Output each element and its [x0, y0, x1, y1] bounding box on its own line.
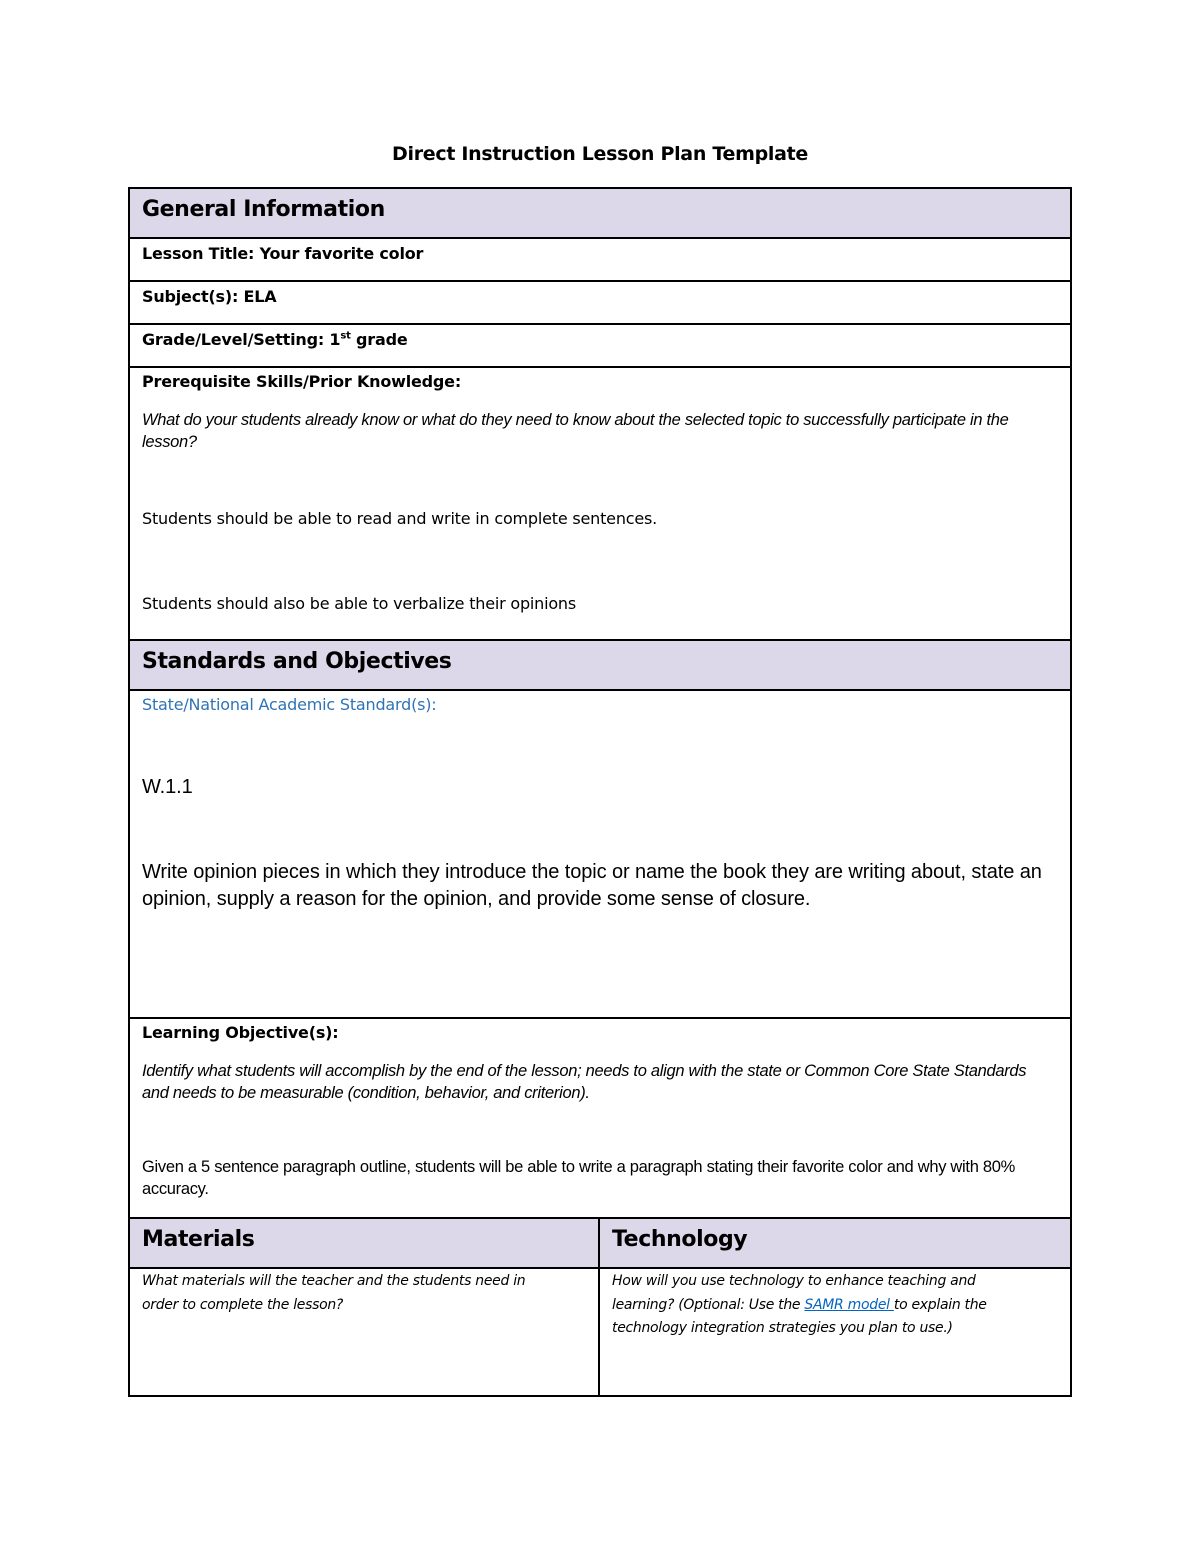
- standards-objectives-heading: Standards and Objectives: [142, 649, 452, 674]
- materials-header: [129, 1218, 599, 1268]
- lesson-title-row: [129, 238, 1071, 281]
- subjects-row: [129, 281, 1071, 324]
- lesson-title: Lesson Title: Your favorite color: [142, 244, 424, 263]
- technology-cell: [599, 1268, 1071, 1396]
- standard-code: W.1.1: [142, 776, 193, 798]
- lesson-plan-table: [128, 187, 1072, 1397]
- prerequisite-answer-2: Students should also be able to verbalize their opinions: [142, 594, 577, 613]
- prerequisite-answer-1: Students should be able to read and write in complete sentences.: [142, 509, 658, 528]
- technology-header: [599, 1218, 1071, 1268]
- learning-objective-prompt: Identify what students will accomplish by the end of the lesson; needs to align with the state or Common Core State Standards and needs to be measurable (condition, behavior, and criterion).: [142, 1062, 1027, 1102]
- materials-heading: Materials: [142, 1227, 255, 1252]
- standards-label: State/National Academic Standard(s):: [142, 695, 437, 714]
- technology-prompt-after: to explain the technology integration strategies you plan to use.): [612, 1296, 987, 1336]
- general-information-heading: General Information: [142, 197, 385, 222]
- learning-objectives-cell: [129, 1018, 1071, 1218]
- technology-prompt: [612, 1269, 1032, 1341]
- prerequisite-skills-cell: [129, 367, 1071, 640]
- grade-superscript: st: [340, 330, 351, 342]
- prerequisite-prompt: What do your students already know or what do they need to know about the selected topic to successfully participate in the lesson?: [142, 411, 1009, 451]
- samr-model-link[interactable]: SAMR model: [804, 1296, 894, 1313]
- learning-objective-answer: Given a 5 sentence paragraph outline, students will be able to write a paragraph stating their favorite color and why with 80% accuracy.: [142, 1158, 1015, 1198]
- standards-cell: [129, 690, 1071, 1018]
- materials-cell: [129, 1268, 599, 1396]
- prerequisite-label: Prerequisite Skills/Prior Knowledge:: [142, 372, 462, 391]
- subjects: Subject(s): ELA: [142, 287, 277, 306]
- general-information-header: [129, 188, 1071, 238]
- standard-text: Write opinion pieces in which they introduce the topic or name the book they are writing about, state an opinion, supply a reason for the opinion, and provide some sense of closure.: [142, 861, 1042, 910]
- grade-prefix: Grade/Level/Setting: 1: [142, 330, 341, 349]
- learning-objective-label: Learning Objective(s):: [142, 1023, 339, 1042]
- grade-level: [142, 325, 1058, 349]
- grade-level-row: [129, 324, 1071, 367]
- grade-suffix: grade: [350, 330, 408, 349]
- standards-objectives-header: [129, 640, 1071, 690]
- materials-prompt: What materials will the teacher and the students need in order to complete the lesson?: [142, 1273, 526, 1313]
- technology-heading: Technology: [612, 1227, 748, 1252]
- technology-prompt-before: How will you use technology to enhance teaching and learning? (Optional: Use the: [612, 1273, 976, 1313]
- document-title: Direct Instruction Lesson Plan Template: [392, 143, 808, 165]
